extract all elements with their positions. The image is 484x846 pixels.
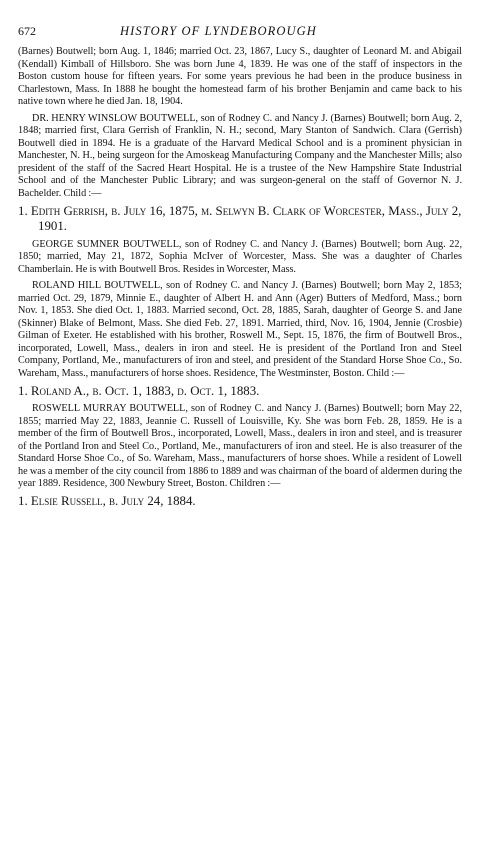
para-barnes-continuation: (Barnes) Boutwell; born Aug. 1, 1846; married Oct. 23, 1867, Lucy S., daughter of Leonard M. and Abigail (Kendall) Kimball of Hillsboro. She was born June 4, 1839. He was one of the staff of inspectors in the Boston custom house for fifteen years. For some years previous he had been in the produce business in Charlestown, Mass. In 1888 he bought the homestead farm of his brother Benjamin and came back to his native town where he died Jan. 18, 1904. — [18, 46, 462, 108]
page-number: 672 — [18, 24, 36, 38]
para-henry-winslow-boutwell: DR. HENRY WINSLOW BOUTWELL, son of Rodney C. and Nancy J. (Barnes) Boutwell; born Aug. 2, 1848; married first, Clara Gerrish of Franklin, N. H.; second, Mary Stanton of Sandwich. Clara (Gerrish) Boutwell died in 1894. He is a graduate of the Harvard Medical School and is a prominent physician in Manchester, N. H., being surgeon for the Amoskeag Manufacturing Company and the Manchester Mills; also president of the staff of the Sacred Heart Hospital. He is a trustee of the New Hampshire State Industrial School and of the Manchester Public Library; and was surgeon-general on the staff of Governor N. J. Bachelder. Child :— — [18, 112, 462, 200]
child-roland-a: 1. Roland A., b. Oct. 1, 1883, d. Oct. 1, 1883. — [18, 383, 260, 398]
child-elsie-russell: 1. Elsie Russell, b. July 24, 1884. — [18, 493, 196, 508]
para-roswell-murray-boutwell: ROSWELL MURRAY BOUTWELL, son of Rodney C. and Nancy J. (Barnes) Boutwell; born May 22, 1855; married May 22, 1883, Jeannie C. Russell of Louisville, Ky. She was born Feb. 28, 1859. He is a member of the firm of Boutwell Bros., incorporated, Lowell, Mass., dealers in iron and steel, and is treasurer of the Portland Iron and Steel Co., Portland, Me., manufacturers of iron and steel. He is also treasurer of the Standard Horse Shoe Co., of So. Wareham, Mass., manufacturers of horse shoes. While a resident of Lowell he was a member of the city council from 1886 to 1889 and was chairman of the board of aldermen during the year 1889. Residence, 300 Newbury Street, Boston. Children :— — [18, 403, 462, 490]
para-roland-hill-boutwell: ROLAND HILL BOUTWELL, son of Rodney C. and Nancy J. (Barnes) Boutwell; born May 2, 1853; married Oct. 29, 1879, Minnie E., daughter of Albert H. and Ann (Ager) Butters of Medford, Mass.; born Nov. 1, 1853. She died Oct. 1, 1883. Married second, Oct. 28, 1885, Sarah, daughter of George S. and Jane (Skinner) Blake of Belmont, Mass. She died Feb. 27, 1891. Married, third, Nov. 16, 1904, Jennie (Crosbie) Gilman of Exeter. He established with his brother, Roswell M., Sept. 15, 1876, the firm of Boutwell Bros., incorporated, Lowell, Mass., dealers in iron and steel. He is president of the Portland Iron and Steel Company, Portland, Me., manufacturers of iron and steel, and president of the Standard Horse Shoe Co., So. Wareham, Mass., manufacturers of horse shoes. Residence, The Westminster, Boston. Child :— — [18, 280, 462, 380]
running-title: HISTORY OF LYNDEBOROUGH — [120, 24, 317, 38]
page-header — [18, 24, 462, 39]
para-george-sumner-boutwell: GEORGE SUMNER BOUTWELL, son of Rodney C. and Nancy J. (Barnes) Boutwell; born Aug. 22, 1850; married, May 21, 1872, Sophia McIver of Worcester, Mass. She was a daughter of Charles Chamberlain. He is with Boutwell Bros. Resides in Worcester, Mass. — [18, 238, 462, 275]
child-edith-gerrish: 1. Edith Gerrish, b. July 16, 1875, m. Selwyn B. Clark of Worcester, Mass., July 2, 1901. — [18, 203, 462, 234]
